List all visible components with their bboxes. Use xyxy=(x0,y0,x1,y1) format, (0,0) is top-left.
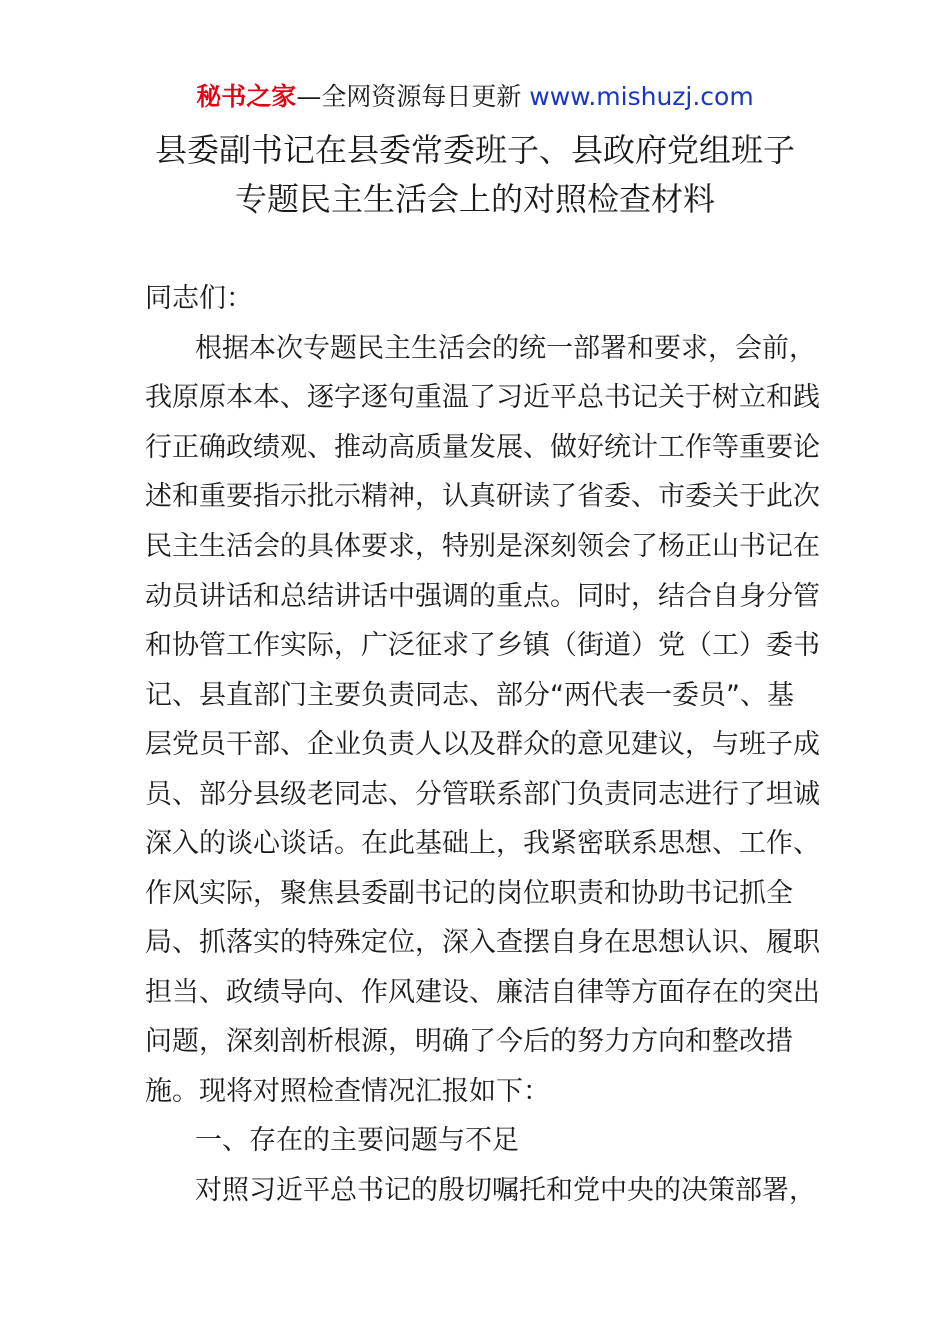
paragraph-line: 层党员干部、企业负责人以及群众的意见建议，与班子成 xyxy=(145,729,820,760)
paragraph-line: 施。现将对照检查情况汇报如下： xyxy=(145,1076,550,1107)
paragraph-line: 和协管工作实际，广泛征求了乡镇（街道）党（工）委书 xyxy=(145,630,820,661)
paragraph-line: 深入的谈心谈话。在此基础上，我紧密联系思想、工作、 xyxy=(145,828,820,859)
paragraph-line: 对照习近平总书记的殷切嘱托和党中央的决策部署， xyxy=(195,1175,816,1206)
document-title-line-2: 专题民主生活会上的对照检查材料 xyxy=(234,180,715,218)
paragraph-line: 动员讲话和总结讲话中强调的重点。同时，结合自身分管 xyxy=(145,581,820,612)
section-heading: 一、存在的主要问题与不足 xyxy=(195,1125,519,1156)
document-title-line-1: 县委副书记在县委常委班子、县政府党组班子 xyxy=(154,131,795,169)
site-header xyxy=(0,80,950,114)
header-tagline: —全网资源每日更新 xyxy=(296,82,522,111)
salutation: 同志们： xyxy=(145,283,253,314)
paragraph-line: 我原原本本、逐字逐句重温了习近平总书记关于树立和践 xyxy=(145,382,820,413)
paragraph-line: 民主生活会的具体要求，特别是深刻领会了杨正山书记在 xyxy=(145,531,820,562)
brand-name: 秘书之家 xyxy=(196,82,297,111)
site-url-link[interactable]: www.mishuzj.com xyxy=(529,82,754,111)
paragraph-line: 作风实际，聚焦县委副书记的岗位职责和协助书记抓全 xyxy=(145,878,793,909)
paragraph-line: 员、部分县级老同志、分管联系部门负责同志进行了坦诚 xyxy=(145,779,820,810)
paragraph-line: 记、县直部门主要负责同志、部分“两代表一委员”、基 xyxy=(145,680,794,711)
paragraph-line: 行正确政绩观、推动高质量发展、做好统计工作等重要论 xyxy=(145,432,820,463)
paragraph-line: 担当、政绩导向、作风建设、廉洁自律等方面存在的突出 xyxy=(145,977,820,1008)
paragraph-line: 述和重要指示批示精神，认真研读了省委、市委关于此次 xyxy=(145,481,820,512)
paragraph-line: 问题，深刻剖析根源，明确了今后的努力方向和整改措 xyxy=(145,1026,793,1057)
paragraph-line: 根据本次专题民主生活会的统一部署和要求，会前， xyxy=(195,333,816,364)
paragraph-line: 局、抓落实的特殊定位，深入查摆自身在思想认识、履职 xyxy=(145,927,820,958)
